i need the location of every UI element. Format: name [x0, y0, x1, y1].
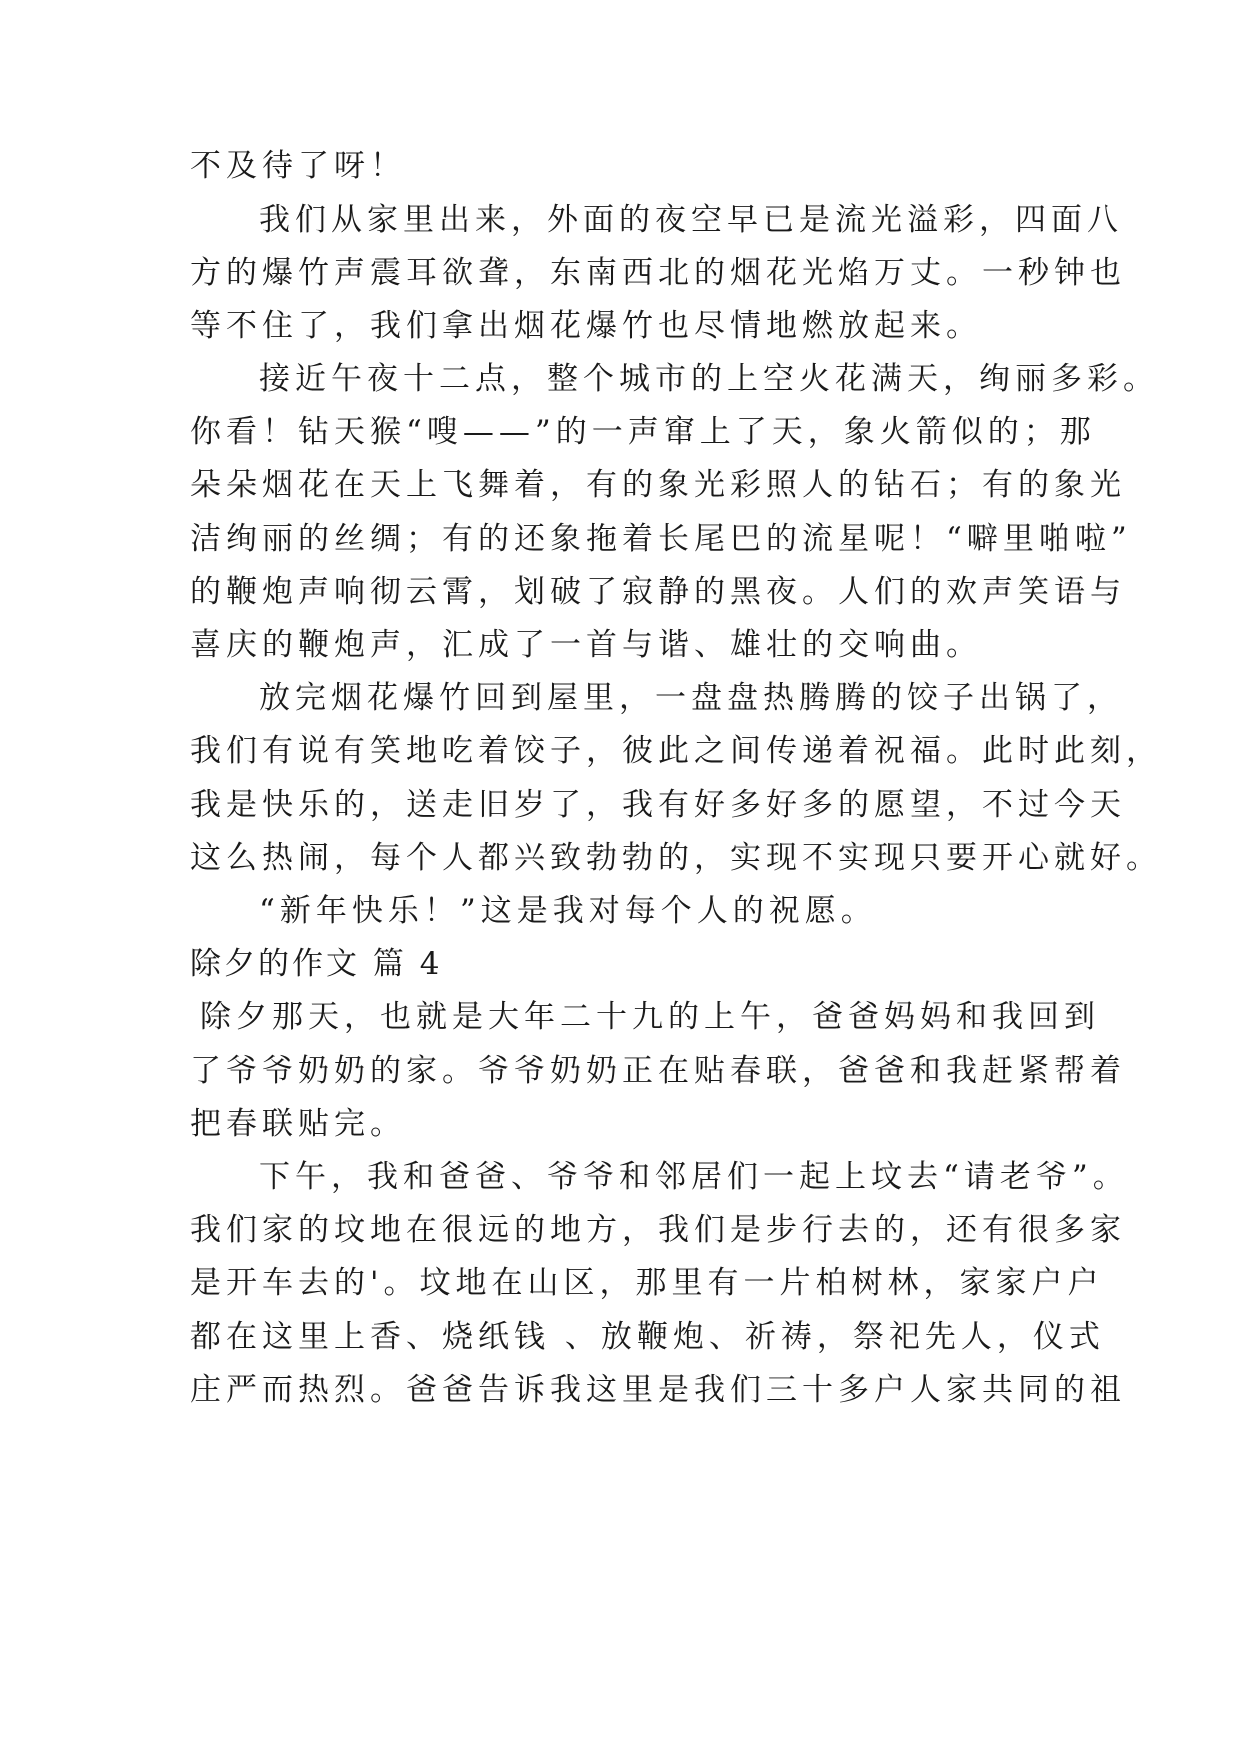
text-line: 喜庆的鞭炮声，汇成了一首与谐、雄壮的交响曲。 [190, 627, 982, 663]
text-line: 不及待了呀！ [190, 148, 406, 184]
text-line: 我们有说有笑地吃着饺子，彼此之间传递着祝福。此时此刻， [190, 733, 1162, 769]
paragraph-start-line: 除夕那天，也就是大年二十九的上午，爸爸妈妈和我回到 [200, 999, 1100, 1035]
text-line: 都在这里上香、烧纸钱 、放鞭炮、祈祷，祭祀先人，仪式 [190, 1319, 1105, 1355]
paragraph-start-line: 接近午夜十二点，整个城市的上空火花满天，绚丽多彩。 [259, 361, 1159, 397]
text-line: 把春联贴完。 [190, 1106, 406, 1142]
text-line: 是开车去的'。坟地在山区，那里有一片柏树林，家家户户 [190, 1265, 1104, 1301]
text-line: 庄严而热烈。爸爸告诉我这里是我们三十多户人家共同的祖 [190, 1372, 1126, 1408]
text-line: 这么热闹，每个人都兴致勃勃的，实现不实现只要开心就好。 [190, 840, 1162, 876]
text-line: 洁绚丽的丝绸；有的还象拖着长尾巴的流星呢！“噼里啪啦” [190, 521, 1132, 557]
paragraph-start-line: 下午，我和爸爸、爷爷和邻居们一起上坟去“请老爷”。 [259, 1159, 1129, 1195]
paragraph-start-line: 放完烟花爆竹回到屋里，一盘盘热腾腾的饺子出锅了， [259, 680, 1123, 716]
text-line: 方的爆竹声震耳欲聋，东南西北的烟花光焰万丈。一秒钟也 [190, 255, 1126, 291]
text-line: 我们家的坟地在很远的地方，我们是步行去的，还有很多家 [190, 1212, 1126, 1248]
text-line: 了爷爷奶奶的家。爷爷奶奶正在贴春联，爸爸和我赶紧帮着 [190, 1053, 1126, 1089]
text-line: 我是快乐的，送走旧岁了，我有好多好多的愿望，不过今天 [190, 787, 1126, 823]
text-line: 你看！钻天猴“嗖——”的一声窜上了天，象火箭似的；那 [190, 414, 1096, 450]
paragraph-start-line: “新年快乐！”这是我对每个人的祝愿。 [259, 893, 877, 929]
text-line: 朵朵烟花在天上飞舞着，有的象光彩照人的钻石；有的象光 [190, 467, 1126, 503]
text-line: 等不住了，我们拿出烟花爆竹也尽情地燃放起来。 [190, 308, 982, 344]
text-line: 的鞭炮声响彻云霄，划破了寂静的黑夜。人们的欢声笑语与 [190, 574, 1126, 610]
section-heading: 除夕的作文 篇 4 [190, 946, 443, 982]
paragraph-start-line: 我们从家里出来，外面的夜空早已是流光溢彩，四面八 [259, 202, 1123, 238]
